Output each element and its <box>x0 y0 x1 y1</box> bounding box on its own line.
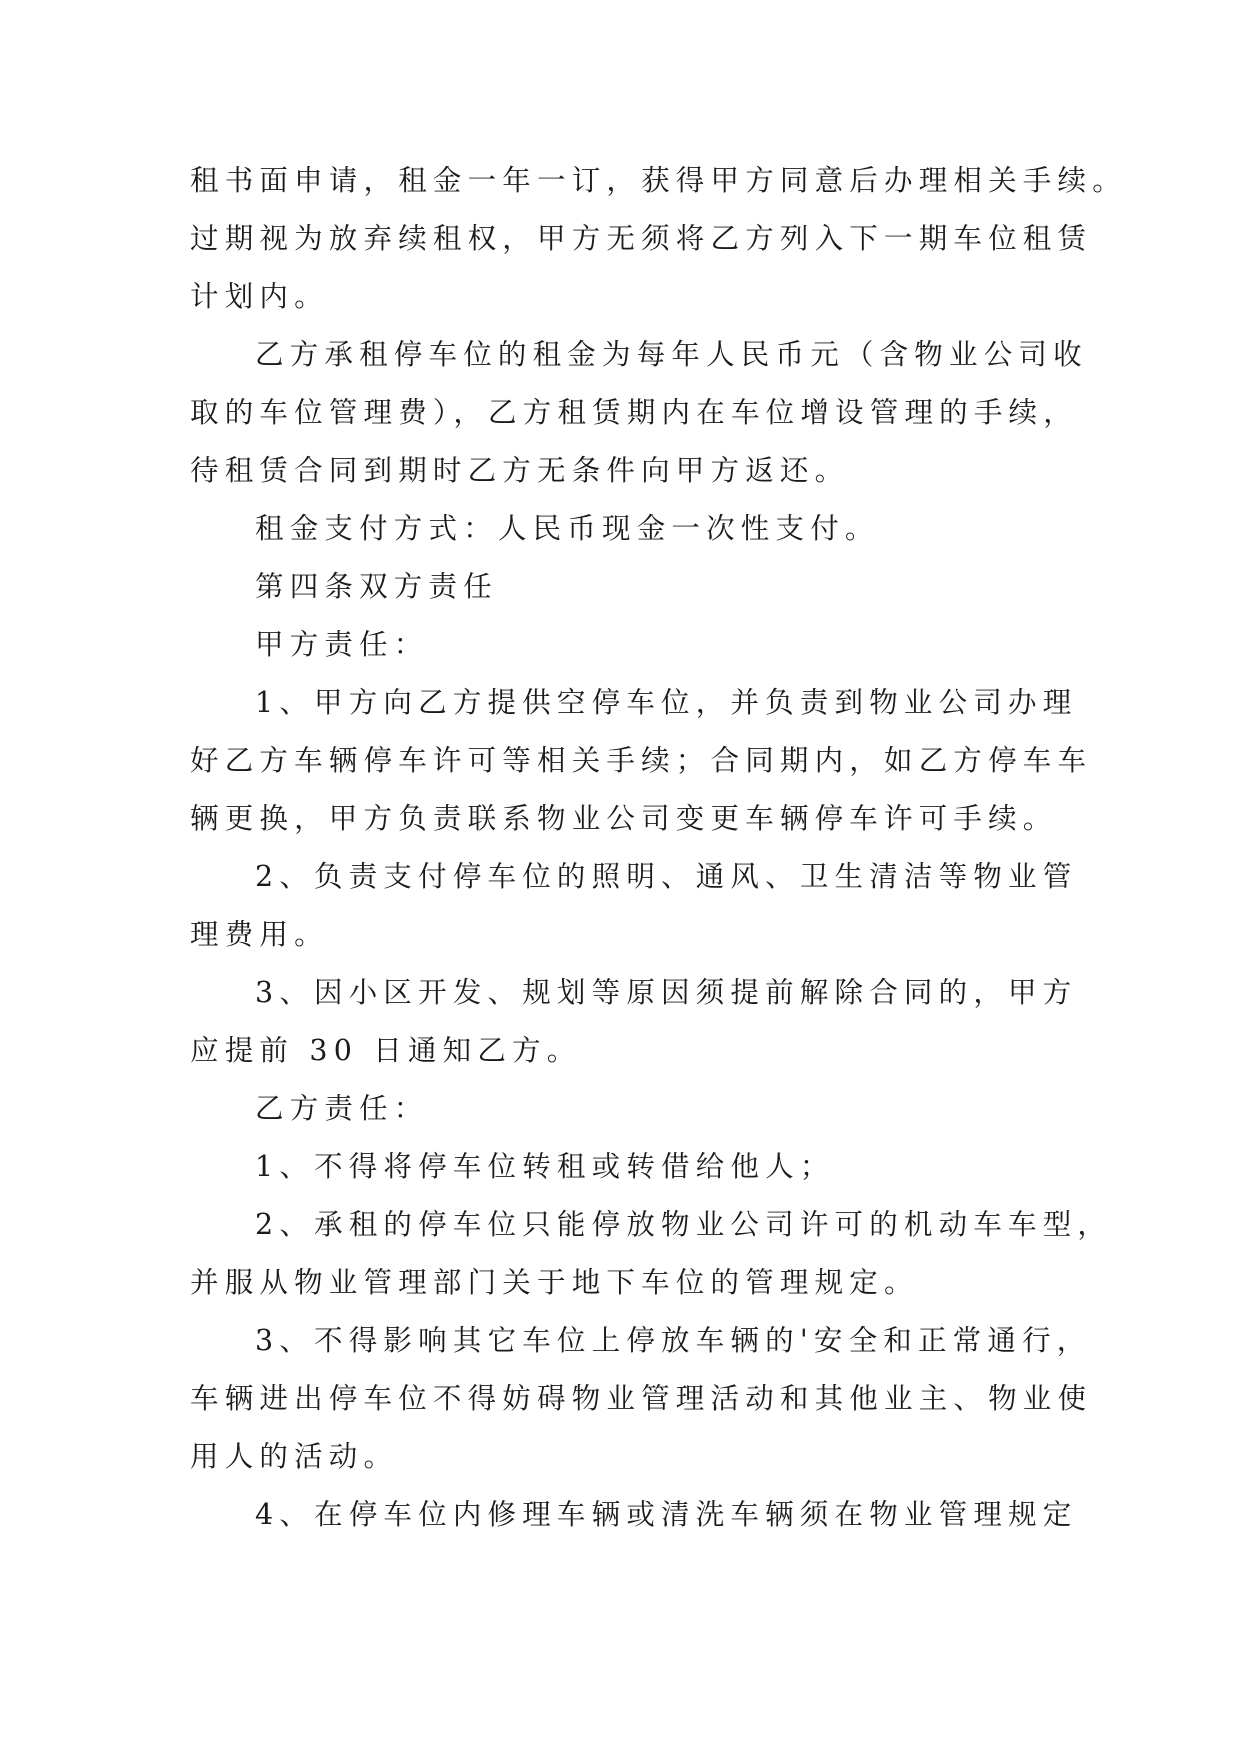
text-line: 2、负责支付停车位的照明、通风、卫生清洁等物业管 <box>255 860 1078 893</box>
text-line: 租书面申请，租金一年一订，获得甲方同意后办理相关手续。 <box>190 164 1127 197</box>
text-line: 3、不得影响其它车位上停放车辆的'安全和正常通行， <box>255 1324 1092 1357</box>
text-line: 车辆进出停车位不得妨碍物业管理活动和其他业主、物业使 <box>190 1382 1093 1415</box>
text-line: 用人的活动。 <box>190 1440 399 1473</box>
text-line: 应提前 30 日通知乙方。 <box>190 1034 582 1067</box>
text-line: 2、承租的停车位只能停放物业公司许可的机动车车型， <box>255 1208 1113 1241</box>
text-line: 取的车位管理费），乙方租赁期内在车位增设管理的手续， <box>190 396 1078 429</box>
text-line: 理费用。 <box>190 918 329 951</box>
party-b-heading: 乙方责任： <box>255 1092 429 1125</box>
text-line: 好乙方车辆停车许可等相关手续；合同期内，如乙方停车车 <box>190 744 1093 777</box>
document-body <box>190 152 1127 1544</box>
party-a-heading: 甲方责任： <box>255 628 429 661</box>
text-line: 辆更换，甲方负责联系物业公司变更车辆停车许可手续。 <box>190 802 1058 835</box>
text-line: 1、不得将停车位转租或转借给他人； <box>255 1150 835 1183</box>
section-heading: 第四条双方责任 <box>255 570 498 603</box>
text-line: 并服从物业管理部门关于地下车位的管理规定。 <box>190 1266 919 1299</box>
text-line: 租金支付方式：人民币现金一次性支付。 <box>255 512 880 545</box>
text-line: 4、在停车位内修理车辆或清洗车辆须在物业管理规定 <box>255 1498 1078 1531</box>
text-line: 待租赁合同到期时乙方无条件向甲方返还。 <box>190 454 850 487</box>
text-line: 计划内。 <box>190 280 329 313</box>
text-line: 1、甲方向乙方提供空停车位，并负责到物业公司办理 <box>255 686 1078 719</box>
text-line: 3、因小区开发、规划等原因须提前解除合同的，甲方 <box>255 976 1078 1009</box>
text-line: 乙方承租停车位的租金为每年人民币元（含物业公司收 <box>255 338 1088 371</box>
text-line: 过期视为放弃续租权，甲方无须将乙方列入下一期车位租赁 <box>190 222 1093 255</box>
